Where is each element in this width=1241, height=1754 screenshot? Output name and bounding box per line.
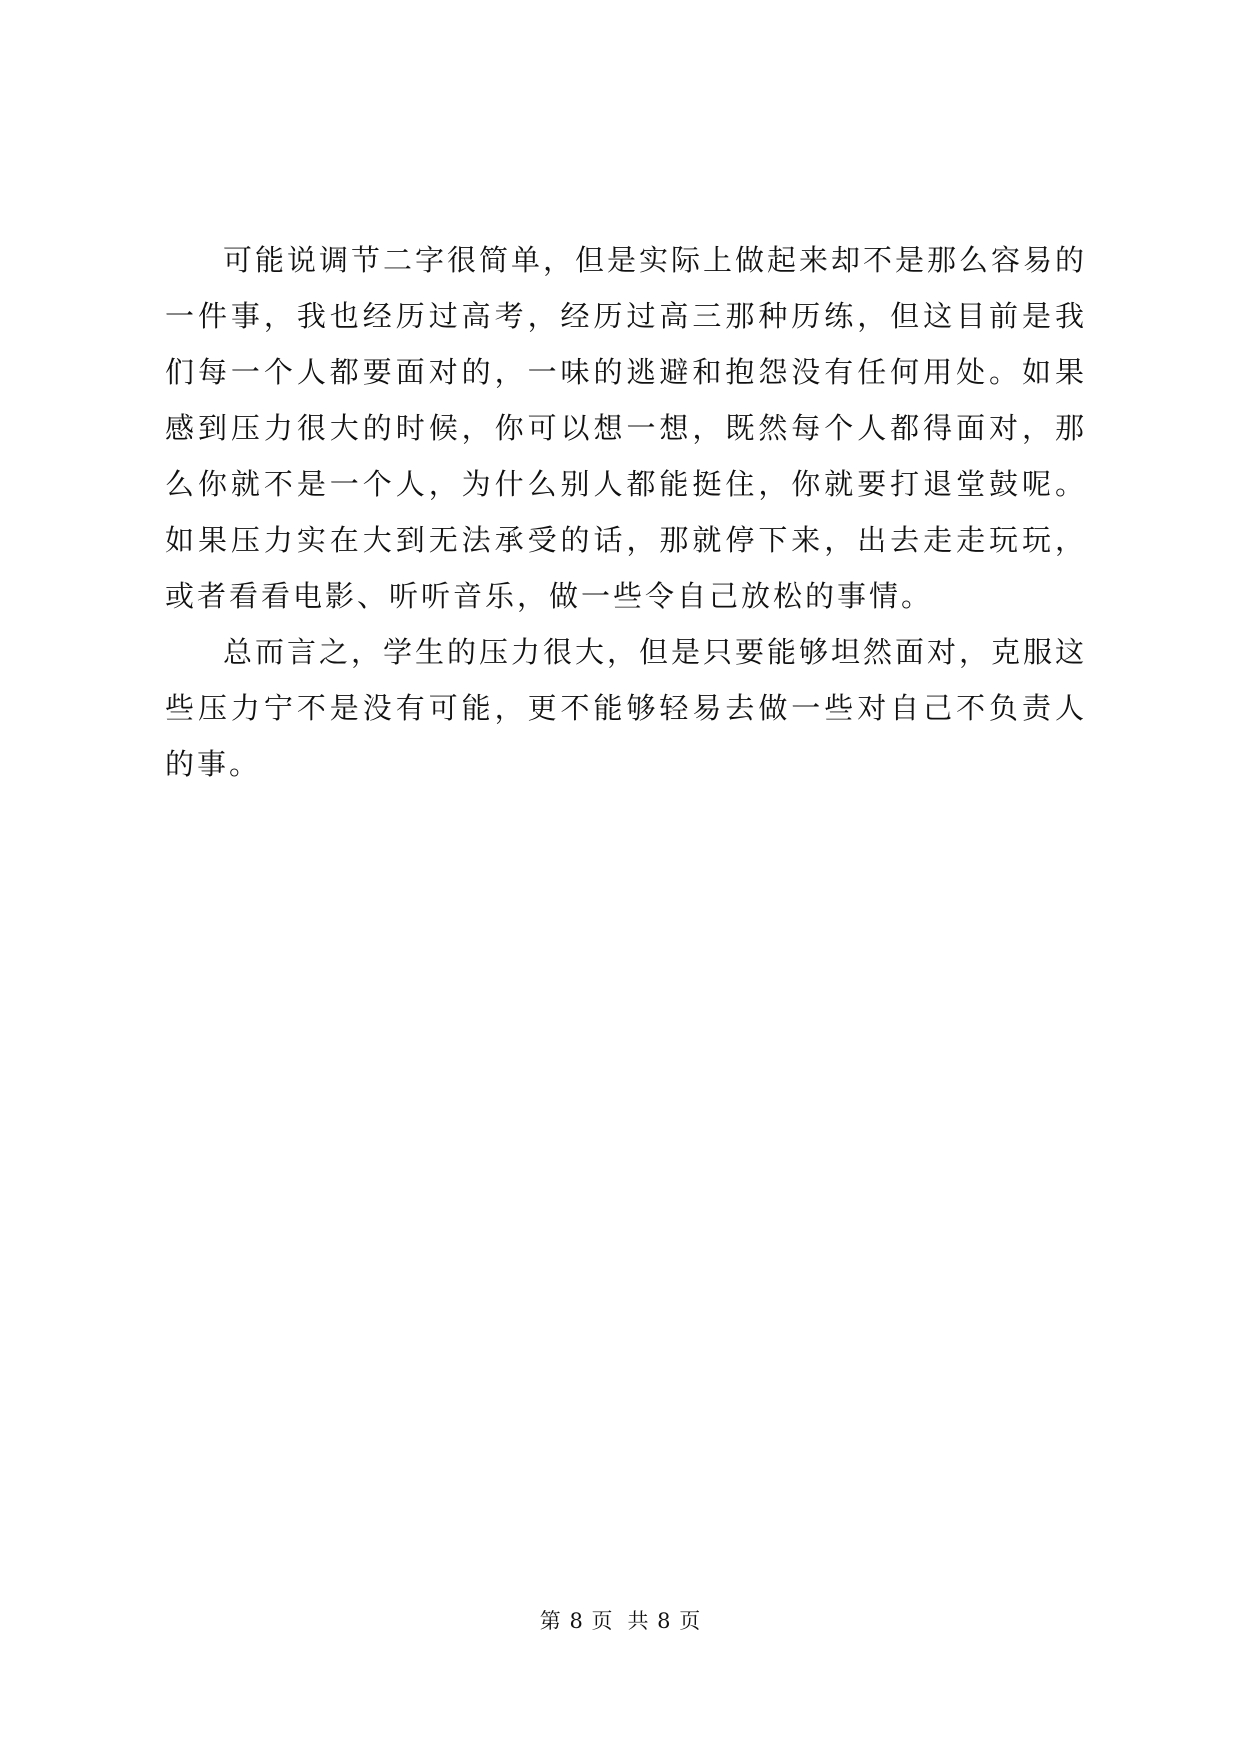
paragraph-adjustment: 可能说调节二字很简单，但是实际上做起来却不是那么容易的一件事，我也经历过高考，经历过高三那种历练，但这目前是我们每一个人都要面对的，一味的逃避和抱怨没有任何用处。如果感到压力很大的时候，你可以想一想，既然每个人都得面对，那么你就不是一个人，为什么别人都能挺住，你就要打退堂鼓呢。如果压力实在大到无法承受的话，那就停下来，出去走走玩玩，或者看看电影、听听音乐，做一些令自己放松的事情。 [165,243,1088,613]
document-body [165,232,1087,792]
page-number: 第 8 页 [539,1609,614,1633]
page-total: 共 8 页 [627,1609,702,1633]
paragraph-conclusion: 总而言之，学生的压力很大，但是只要能够坦然面对，克服这些压力宁不是没有可能，更不能够轻易去做一些对自己不负责人的事。 [165,635,1088,781]
page-footer [0,1605,1241,1635]
